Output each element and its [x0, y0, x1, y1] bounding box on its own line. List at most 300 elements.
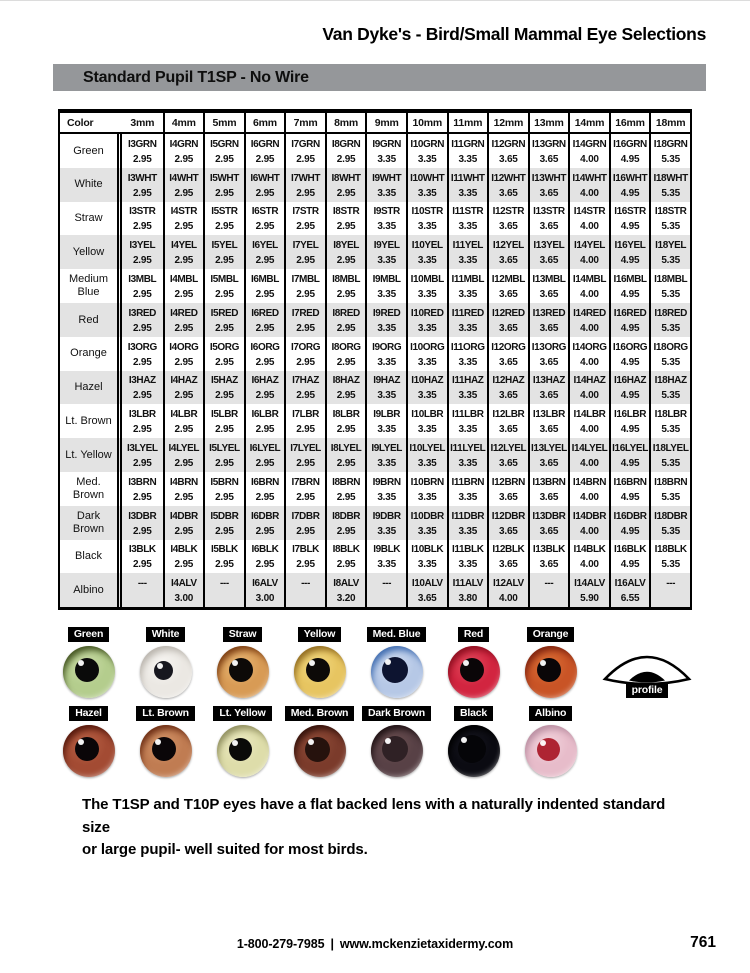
item-code: I7DBR	[291, 510, 320, 522]
item-code: I7LYEL	[290, 443, 321, 455]
item-price: 3.35	[417, 221, 437, 233]
item-price: 5.35	[661, 153, 680, 165]
item-code: I3GRN	[128, 138, 157, 150]
item-price: 5.35	[661, 559, 680, 571]
price-cell	[568, 438, 609, 472]
eye-highlight	[232, 740, 238, 746]
item-code: I8ALV	[333, 578, 359, 590]
price-table	[58, 109, 692, 610]
price-cell	[203, 472, 244, 506]
item-price: 4.00	[580, 255, 599, 267]
table-row	[60, 540, 690, 574]
item-price: 2.95	[215, 187, 234, 199]
price-cell	[649, 573, 690, 607]
price-cell	[325, 573, 366, 607]
price-cell	[568, 168, 609, 202]
table-row	[60, 506, 690, 540]
price-cell	[649, 235, 690, 269]
item-code: I12ALV	[492, 578, 524, 590]
item-code: I14MBL	[572, 274, 607, 286]
item-price: 3.35	[377, 356, 396, 368]
price-cell	[406, 303, 447, 337]
item-code: I9LYEL	[371, 443, 402, 455]
description-line-2: or large pupil- well suited for most birds.	[82, 841, 368, 858]
price-cell	[447, 168, 488, 202]
item-price: 3.65	[539, 424, 559, 436]
price-cell	[203, 168, 244, 202]
item-price: 5.35	[661, 390, 680, 402]
price-cell	[609, 371, 650, 405]
item-code: I13MBL	[532, 274, 566, 286]
item-price: 2.95	[215, 322, 234, 334]
item-price: 3.35	[417, 356, 437, 368]
price-cell	[163, 540, 204, 574]
item-price: 2.95	[336, 153, 356, 165]
price-cell	[528, 438, 569, 472]
item-price: 2.95	[255, 322, 275, 334]
price-cell	[325, 371, 366, 405]
eye-swatch-label: Albino	[529, 706, 572, 721]
price-cell	[284, 269, 325, 303]
item-code: I3WHT	[127, 172, 157, 184]
price-cell	[284, 337, 325, 371]
price-cell	[487, 235, 528, 269]
column-header-size: 8mm	[325, 113, 366, 134]
price-cell	[568, 303, 609, 337]
item-code: ---	[544, 578, 554, 590]
item-price: 2.95	[132, 322, 152, 334]
item-price: 3.35	[458, 491, 478, 503]
item-code: I13LBR	[532, 409, 565, 421]
item-code: I9GRN	[372, 138, 401, 150]
item-code: I10DBR	[410, 510, 444, 522]
table-row	[60, 472, 690, 506]
item-code: I8YEL	[333, 240, 359, 252]
price-cell	[325, 134, 366, 168]
table-row	[60, 168, 690, 202]
item-code: I12STR	[492, 206, 525, 218]
item-price: 3.35	[417, 525, 437, 537]
price-cell	[568, 573, 609, 607]
eye-pupil	[382, 736, 408, 762]
item-price: 3.65	[539, 153, 559, 165]
item-price: 3.35	[377, 390, 396, 402]
eye-swatches-row-2	[50, 706, 589, 777]
price-cell	[528, 168, 569, 202]
item-code: I13YEL	[533, 240, 565, 252]
price-cell	[568, 269, 609, 303]
price-cell	[528, 371, 569, 405]
item-price: 2.95	[174, 491, 194, 503]
price-cell	[609, 303, 650, 337]
item-price: 2.95	[296, 424, 315, 436]
price-cell	[487, 438, 528, 472]
item-price: 3.65	[499, 153, 518, 165]
item-price: 4.95	[620, 525, 640, 537]
item-price: 3.35	[377, 322, 396, 334]
price-cell	[122, 168, 163, 202]
item-price: 3.35	[458, 559, 478, 571]
item-price: 4.00	[580, 356, 599, 368]
item-price: 2.95	[255, 255, 275, 267]
item-code: I8BLK	[332, 544, 360, 556]
price-cell	[325, 202, 366, 236]
glass-eye-image	[217, 646, 269, 698]
price-cell	[203, 573, 244, 607]
item-price: 3.35	[458, 255, 478, 267]
price-cell	[568, 134, 609, 168]
price-cell	[528, 134, 569, 168]
item-code: I13DBR	[532, 510, 566, 522]
item-code: I18RED	[654, 307, 687, 319]
item-code: I9WHT	[372, 172, 402, 184]
color-row-label: White	[60, 168, 122, 202]
item-code: I3BLK	[128, 544, 156, 556]
item-price: 3.65	[539, 491, 559, 503]
price-cell	[365, 404, 406, 438]
item-price: 2.95	[296, 491, 315, 503]
item-code: I10WHT	[410, 172, 445, 184]
item-code: I10ORG	[410, 341, 445, 353]
price-cell	[649, 371, 690, 405]
price-cell	[447, 573, 488, 607]
eye-swatch-label: Black	[454, 706, 493, 721]
item-price: 3.65	[539, 390, 559, 402]
item-code: I10HAZ	[411, 375, 444, 387]
eye-highlight	[78, 660, 84, 666]
table-row	[60, 404, 690, 438]
table-row	[60, 573, 690, 607]
price-cell	[365, 303, 406, 337]
item-code: I11BLK	[452, 544, 484, 556]
item-price: 2.95	[174, 187, 194, 199]
item-price: 2.95	[132, 356, 152, 368]
item-code: I6RED	[251, 307, 279, 319]
item-price: 2.95	[132, 525, 152, 537]
eye-swatch	[127, 706, 204, 777]
price-cell	[609, 472, 650, 506]
price-cell	[244, 337, 285, 371]
price-cell	[568, 235, 609, 269]
footer	[0, 937, 750, 951]
eye-swatch	[50, 706, 127, 777]
price-cell	[528, 202, 569, 236]
item-price: 2.95	[174, 255, 194, 267]
item-code: I10RED	[410, 307, 444, 319]
item-price: 4.00	[580, 289, 599, 301]
price-cell	[528, 269, 569, 303]
price-cell	[122, 371, 163, 405]
price-cell	[163, 573, 204, 607]
item-price: 3.80	[458, 593, 478, 605]
table-row	[60, 303, 690, 337]
item-code: I6STR	[251, 206, 279, 218]
item-code: I5BLK	[210, 544, 238, 556]
item-code: I14RED	[573, 307, 606, 319]
item-price: 2.95	[336, 322, 356, 334]
item-code: I4GRN	[169, 138, 199, 150]
price-cell	[325, 168, 366, 202]
table-row	[60, 337, 690, 371]
item-price: 3.35	[377, 559, 396, 571]
item-code: I5YEL	[211, 240, 238, 252]
item-code: I5HAZ	[210, 375, 238, 387]
price-cell	[447, 134, 488, 168]
item-price: 3.35	[377, 255, 396, 267]
glass-eye-image	[140, 725, 192, 777]
item-code: I7BLK	[292, 544, 319, 556]
product-description	[82, 794, 687, 862]
price-cell	[568, 371, 609, 405]
price-cell	[406, 269, 447, 303]
price-cell	[325, 269, 366, 303]
item-code: I3YEL	[129, 240, 156, 252]
item-code: I9LBR	[373, 409, 401, 421]
item-code: I6BRN	[250, 476, 279, 488]
item-price: 4.00	[580, 322, 599, 334]
price-cell	[244, 472, 285, 506]
footer-website: www.mckenzietaxidermy.com	[339, 937, 514, 951]
item-code: I11GRN	[451, 138, 485, 150]
item-code: I3ORG	[127, 341, 157, 353]
item-price: 4.00	[580, 221, 599, 233]
price-cell	[244, 202, 285, 236]
item-code: I5GRN	[210, 138, 239, 150]
price-cell	[406, 573, 447, 607]
price-cell	[163, 303, 204, 337]
item-price: 2.95	[132, 390, 152, 402]
column-header-size: 10mm	[406, 113, 447, 134]
item-price: 2.95	[255, 559, 275, 571]
table-row	[60, 371, 690, 405]
item-code: I12BRN	[491, 476, 525, 488]
item-price: 3.65	[539, 559, 559, 571]
item-code: I16LYEL	[612, 443, 648, 455]
item-price: 2.95	[255, 289, 275, 301]
color-row-label: Hazel	[60, 371, 122, 405]
item-code: I9YEL	[373, 240, 400, 252]
column-header-size: 14mm	[568, 113, 609, 134]
eye-swatch-label: Yellow	[298, 627, 341, 642]
item-price: 3.35	[377, 491, 396, 503]
eye-swatch-label: Red	[458, 627, 489, 642]
eye-pupil	[75, 737, 99, 761]
item-code: I10YEL	[411, 240, 443, 252]
item-price: 4.95	[620, 187, 640, 199]
price-cell	[609, 506, 650, 540]
item-code: I10BRN	[410, 476, 444, 488]
item-price: 3.35	[417, 390, 437, 402]
column-header-size: 6mm	[244, 113, 285, 134]
item-price: 2.95	[296, 525, 315, 537]
item-code: I14YEL	[573, 240, 605, 252]
eye-highlight	[461, 737, 467, 743]
price-cell	[122, 235, 163, 269]
price-cell	[365, 371, 406, 405]
price-cell	[406, 472, 447, 506]
item-code: I4DBR	[169, 510, 198, 522]
item-code: I16BLK	[614, 544, 647, 556]
item-code: I5RED	[210, 307, 239, 319]
eye-pupil	[154, 661, 173, 680]
item-code: I12BLK	[492, 544, 525, 556]
item-price: 2.95	[215, 424, 234, 436]
price-cell	[406, 438, 447, 472]
item-price: 2.95	[132, 289, 152, 301]
item-code: I5LBR	[210, 409, 238, 421]
price-cell	[163, 202, 204, 236]
item-code: I18LBR	[654, 409, 687, 421]
item-code: I3LBR	[128, 409, 156, 421]
price-cell	[447, 371, 488, 405]
item-code: I4BRN	[169, 476, 198, 488]
item-price: 3.35	[458, 458, 478, 470]
price-cell	[609, 438, 650, 472]
price-cell	[163, 235, 204, 269]
price-cell	[284, 472, 325, 506]
eye-swatches-row-1	[50, 627, 699, 698]
item-code: I7BRN	[291, 476, 320, 488]
price-cell	[609, 134, 650, 168]
item-price: 3.65	[539, 356, 559, 368]
eye-pupil	[458, 735, 486, 763]
item-price: 3.35	[458, 187, 478, 199]
price-cell	[203, 202, 244, 236]
price-cell	[447, 438, 488, 472]
price-cell	[203, 540, 244, 574]
eye-swatch-label: Dark Brown	[362, 706, 431, 721]
table-row	[60, 438, 690, 472]
item-price: 3.35	[417, 187, 437, 199]
price-cell	[568, 202, 609, 236]
item-price: 2.95	[174, 525, 194, 537]
eye-highlight	[540, 740, 546, 746]
item-price: 3.35	[377, 525, 396, 537]
price-cell	[609, 337, 650, 371]
price-cell	[487, 506, 528, 540]
price-cell	[568, 472, 609, 506]
section-header-bar	[53, 64, 706, 91]
item-price: 5.35	[661, 525, 680, 537]
item-code: I11YEL	[452, 240, 483, 252]
eye-swatch	[281, 627, 358, 698]
item-price: 2.95	[296, 322, 315, 334]
item-code: I6YEL	[252, 240, 278, 252]
price-cell	[325, 404, 366, 438]
item-price: 3.65	[499, 322, 518, 334]
price-cell	[203, 303, 244, 337]
price-cell	[649, 303, 690, 337]
eye-highlight	[540, 660, 546, 666]
item-price: 2.95	[336, 424, 356, 436]
item-code: I3RED	[128, 307, 157, 319]
item-price: 2.95	[255, 153, 275, 165]
item-code: I12LYEL	[490, 443, 527, 455]
price-cell	[325, 540, 366, 574]
item-code: I18DBR	[654, 510, 688, 522]
item-price: 2.95	[255, 525, 275, 537]
price-cell	[649, 540, 690, 574]
item-price	[205, 591, 244, 606]
price-cell	[447, 506, 488, 540]
item-price: 3.35	[458, 356, 478, 368]
eye-highlight	[385, 738, 391, 744]
item-price: 2.95	[215, 255, 234, 267]
item-price: 3.35	[458, 322, 478, 334]
item-price: 4.95	[620, 153, 640, 165]
price-cell	[163, 506, 204, 540]
price-cell	[609, 202, 650, 236]
price-cell	[325, 235, 366, 269]
item-price: 3.65	[539, 255, 559, 267]
price-cell	[122, 573, 163, 607]
item-price: 3.65	[539, 289, 559, 301]
price-cell	[568, 540, 609, 574]
item-code: I18ORG	[653, 341, 688, 353]
item-code: I9STR	[373, 206, 400, 218]
item-price: 3.00	[174, 593, 194, 605]
item-price: 4.95	[620, 390, 640, 402]
price-cell	[406, 371, 447, 405]
item-code: I4MBL	[169, 274, 198, 286]
item-code: I5MBL	[210, 274, 239, 286]
eye-highlight	[308, 739, 314, 745]
item-price: 2.95	[296, 289, 315, 301]
price-cell	[122, 540, 163, 574]
item-code: I8STR	[332, 206, 360, 218]
item-price: 3.65	[417, 593, 437, 605]
price-cell	[568, 404, 609, 438]
price-cell	[163, 404, 204, 438]
item-code: I16GRN	[613, 138, 647, 150]
item-price: 4.95	[620, 255, 640, 267]
price-cell	[365, 472, 406, 506]
item-price: 2.95	[215, 390, 234, 402]
item-code: I9DBR	[372, 510, 401, 522]
item-price: 2.95	[336, 356, 356, 368]
color-row-label: Lt. Yellow	[60, 438, 122, 472]
item-code: I10GRN	[410, 138, 445, 150]
item-price: 5.35	[661, 424, 680, 436]
column-header-color: Color	[60, 113, 122, 134]
item-code: I9MBL	[372, 274, 401, 286]
eye-swatch-label: Orange	[527, 627, 575, 642]
eye-highlight	[78, 739, 84, 745]
item-code: I16WHT	[612, 172, 648, 184]
eye-pupil	[306, 658, 330, 682]
price-cell	[284, 168, 325, 202]
item-code: I8GRN	[331, 138, 361, 150]
eye-pupil	[537, 658, 561, 682]
price-cell	[528, 573, 569, 607]
item-price: 2.95	[132, 424, 152, 436]
price-cell	[122, 134, 163, 168]
item-price: 4.00	[580, 424, 599, 436]
price-cell	[203, 235, 244, 269]
item-code: I6ORG	[250, 341, 280, 353]
price-cell	[487, 404, 528, 438]
price-cell	[487, 337, 528, 371]
eye-swatch	[358, 706, 435, 777]
color-row-label: Albino	[60, 573, 122, 607]
item-code: I6MBL	[250, 274, 279, 286]
price-cell	[203, 134, 244, 168]
price-cell	[122, 303, 163, 337]
item-code: I3STR	[129, 206, 156, 218]
item-code: I16ORG	[612, 341, 648, 353]
item-price: 2.95	[174, 390, 194, 402]
price-cell	[447, 404, 488, 438]
